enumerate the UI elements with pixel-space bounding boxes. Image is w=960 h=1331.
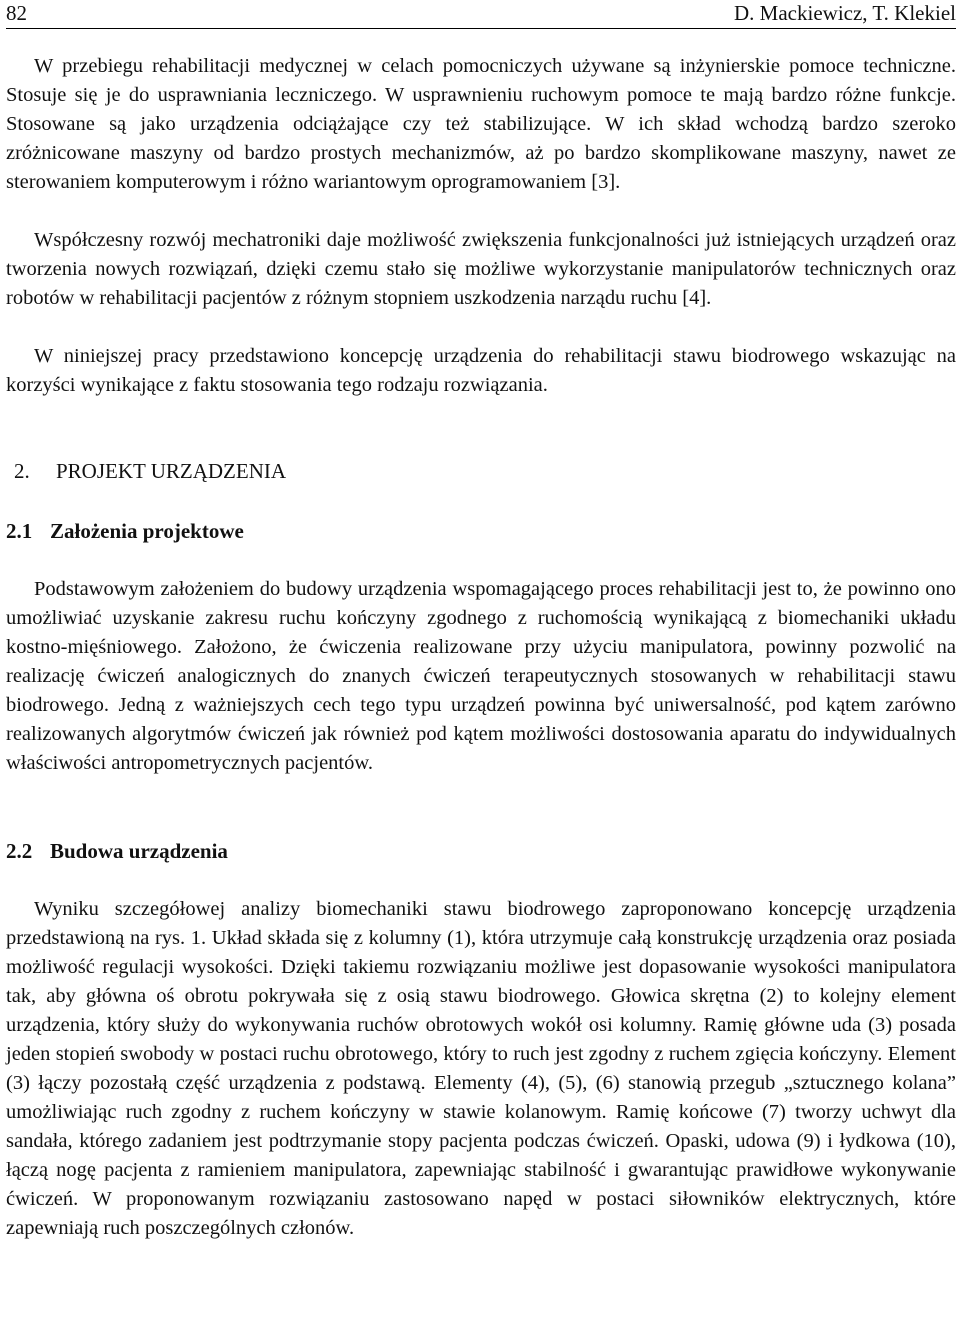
subsection-2-2-paragraph: Wyniku szczegółowej analizy biomechaniki stawu biodrowego zaproponowano koncepcję urządzenia przedstawioną na rys. 1. Układ składa się z kolumny (1), która utrzymuje całą konstrukcję urządzenia oraz posiada możliwość regulacji wysokości. Dzięki takiemu rozwiązaniu możliwe jest dopasowanie wysokości manipulatora tak, aby główna oś obrotu pokrywała się z osią stawu biodrowego. Głowica skrętna (2) to kolejny element urządzenia, który służy do wykonywania ruchów obrotowych wokół osi kolumny. Ramię główne uda (3) posada jeden stopień swobody w postaci ruchu obrotowego, który to ruch jest zgodny z ruchem zgięcia kończyny. Element (3) łączy pozostałą część urządzenia z podstawą. Elementy (4), (5), (6) stanowią przegub „sztucznego kolana” umożliwiając ruch zgodny z ruchem kończyny w stawie kolanowym. Ramię końcowe (7) tworzy uchwyt dla sandała, którego zadaniem jest podtrzymanie stopy pacjenta podczas ćwiczeń. Opaski, udowa (9) i łydkowa (10), łączą nogę pacjenta z ramieniem manipulatora, zapewniając stabilność i gwarantując prawidłowe wykonywanie ćwiczeń. W proponowanym rozwiązaniu zastosowano napęd w postaci siłowników elektrycznych, które zapewniają ruch poszczególnych członów.	[6, 898, 956, 1239]
running-header	[6, 0, 956, 29]
section-title: PROJEKT URZĄDZENIA	[56, 459, 287, 483]
subsection-title: Założenia projektowe	[50, 519, 244, 543]
section-heading-2	[6, 457, 286, 486]
section-number: 2.	[14, 459, 30, 483]
subsection-heading-2-1	[6, 517, 244, 546]
document-page	[6, 0, 956, 1331]
intro-paragraph-3: W niniejszej pracy przedstawiono koncepcję urządzenia do rehabilitacji stawu biodrowego wskazując na korzyści wynikające z faktu stosowania tego rodzaju rozwiązania.	[6, 345, 956, 396]
intro-paragraph-2: Współczesny rozwój mechatroniki daje możliwość zwiększenia funkcjonalności już istniejących urządzeń oraz tworzenia nowych rozwiązań, dzięki czemu stało się możliwe wykorzystanie manipulatorów technicznych oraz robotów w rehabilitacji pacjentów z różnym stopniem uszkodzenia narządu ruchu [4].	[6, 229, 956, 309]
subsection-2-1-paragraph: Podstawowym założeniem do budowy urządzenia wspomagającego proces rehabilitacji jest to, że powinno ono umożliwiać uzyskanie zakresu ruchu kończyny zgodnego z ruchomością wynikającą z biomechaniki układu kostno-mięśniowego. Założono, że ćwiczenia realizowane przy użyciu manipulatora, powinny pozwolić na realizację ćwiczeń analogicznych do znanych ćwiczeń terapeutycznych stosowanych w rehabilitacji stawu biodrowego. Jedną z ważniejszych cech tego typu urządzeń powinna być uniwersalność, pod kątem zarówno realizowanych algorytmów ćwiczeń jak również pod kątem możliwości dostosowania aparatu do indywidualnych właściwości antropometrycznych pacjentów.	[6, 578, 956, 774]
subsection-heading-2-2	[6, 837, 228, 866]
intro-paragraph-1: W przebiegu rehabilitacji medycznej w celach pomocniczych używane są inżynierskie pomoce techniczne. Stosuje się je do usprawniania leczniczego. W usprawnieniu ruchowym pomoce te mają bardzo różne funkcje. Stosowane są jako urządzenia odciążające czy też stabilizujące. W ich skład wchodzą bardzo szeroko zróżnicowane maszyny od bardzo prostych mechanizmów, aż po bardzo skomplikowane maszyny, nawet ze sterowaniem komputerowym i różno wariantowym oprogramowaniem [3].	[6, 55, 956, 193]
page-number: 82	[6, 1, 27, 25]
header-authors: D. Mackiewicz, T. Klekiel	[734, 1, 956, 25]
subsection-title: Budowa urządzenia	[50, 839, 228, 863]
subsection-number: 2.1	[6, 519, 33, 543]
subsection-number: 2.2	[6, 839, 33, 863]
